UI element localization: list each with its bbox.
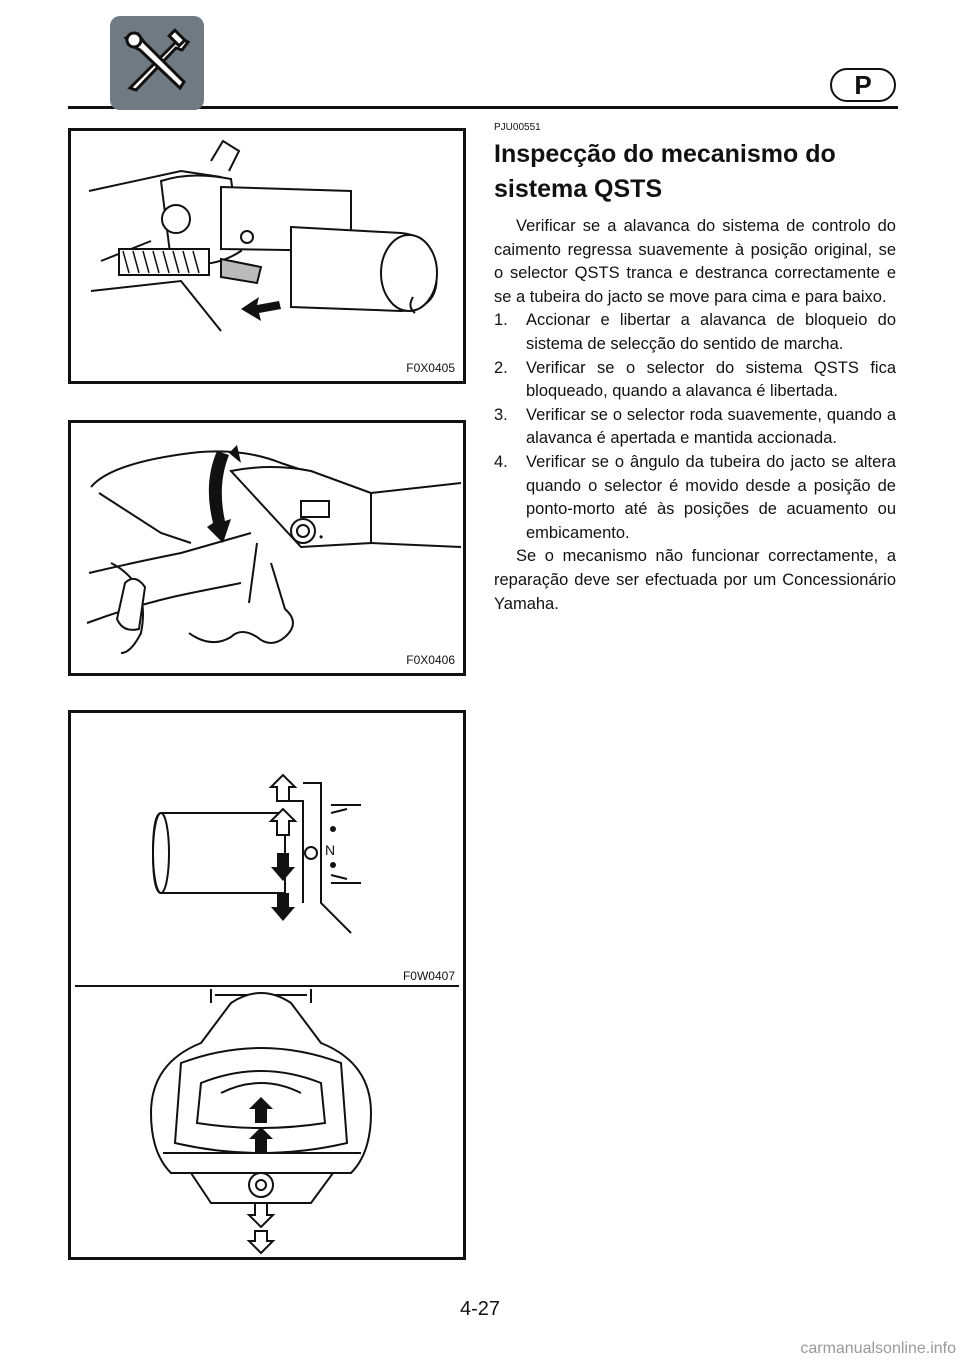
page-number: 4-27	[459, 1298, 501, 1320]
step-text: Verificar se o ângulo da tubeira do jacto se altera quando o selector é movido desde a posição de ponto-morto até às posições de acuamento ou embicamento.	[526, 452, 896, 542]
list-item	[494, 451, 896, 545]
watermark: carmanualsonline.info	[800, 1340, 956, 1357]
step-number: 1.	[494, 311, 508, 330]
wrench-screwdriver-tools-icon	[110, 16, 204, 110]
language-badge: P	[830, 68, 896, 102]
figure-separator	[75, 985, 459, 987]
step-number: 4.	[494, 452, 508, 471]
list-item	[494, 357, 896, 404]
section-title: Inspecção do mecanismo do sistema QSTS	[494, 140, 836, 203]
intro-paragraph: Verificar se a alavanca do sistema de controlo do caimento regressa suavemente à posição original, se o selector QSTS tranca e destranca correctamente e se a tubeira do jacto se move para cima e para baixo.	[494, 217, 896, 306]
step-number: 3.	[494, 405, 508, 424]
svg-text:•: •	[319, 530, 324, 544]
figure-qsts-positions	[68, 710, 466, 1260]
step-number: 2.	[494, 358, 508, 377]
figure-handlebar-lever	[68, 128, 466, 384]
closing-paragraph: Se o mecanismo não funcionar correctamente, a reparação deve ser efectuada por um Concessionário Yamaha.	[494, 547, 896, 613]
steps-list	[494, 309, 896, 545]
step-text: Verificar se o selector do sistema QSTS fica bloqueado, quando a alavanca é libertada.	[526, 358, 896, 401]
figure-code: F0X0405	[406, 361, 455, 375]
figure-selector-rotation	[68, 420, 466, 676]
step-text: Verificar se o selector roda suavemente, quando a alavanca é apertada e mantida accionada.	[526, 405, 896, 448]
step-text: Accionar e libertar a alavanca de bloqueio do sistema de selecção do sentido de marcha.	[526, 311, 896, 353]
neutral-label: N	[325, 842, 336, 858]
figure-code: F0W0407	[402, 969, 455, 983]
list-item	[494, 404, 896, 451]
text-column	[494, 122, 896, 616]
figure-code: F0X0406	[406, 653, 455, 667]
section-code: PJU00551	[494, 122, 541, 133]
list-item	[494, 309, 896, 356]
